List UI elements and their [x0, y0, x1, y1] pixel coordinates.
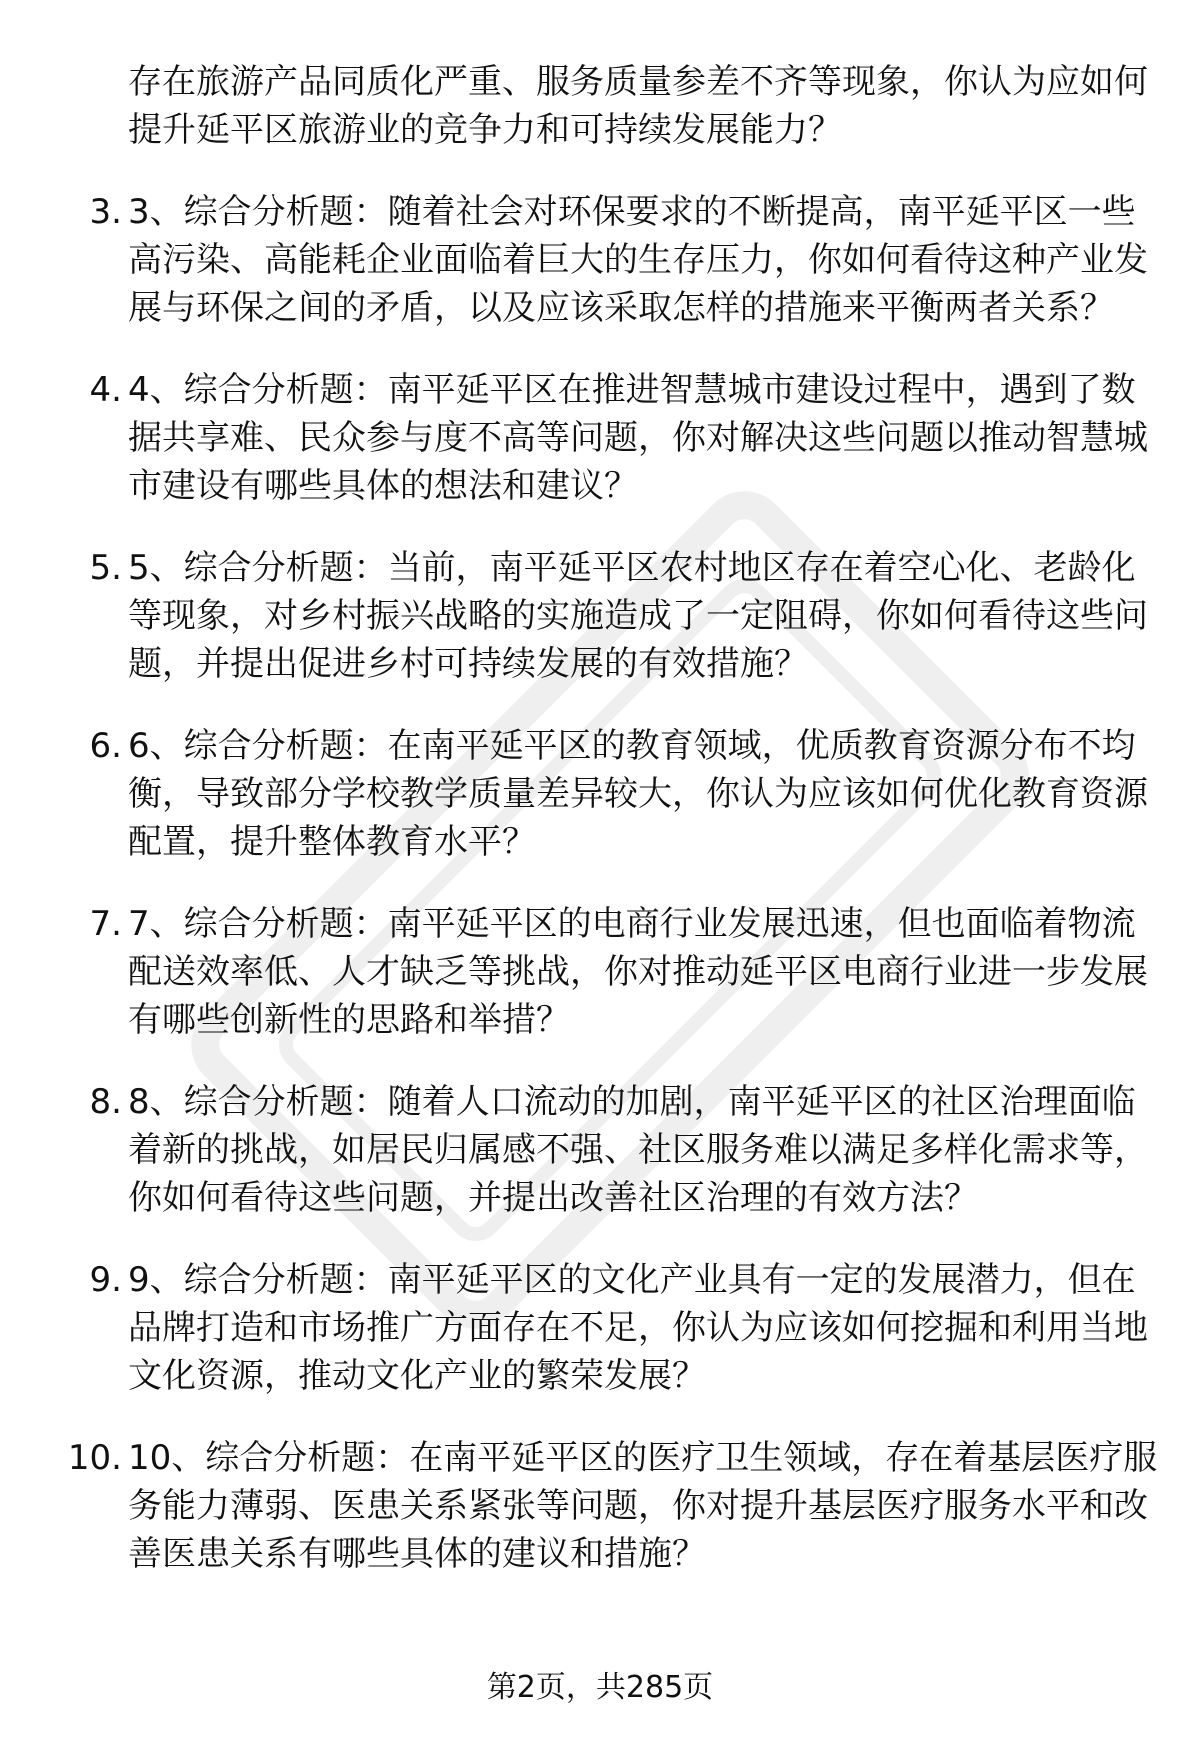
question-number: 9. — [89, 1260, 122, 1300]
question-number: 10. — [67, 1438, 122, 1478]
question-text: 3、综合分析题：随着社会对环保要求的不断提高，南平延平区一些高污染、高能耗企业面临着巨大的生存压力，你如何看待这种产业发展与环保之间的矛盾，以及应该采取怎样的措施来平衡两者关系？ — [128, 192, 1148, 328]
question-list — [0, 58, 1200, 1578]
question-text: 5、综合分析题：当前，南平延平区农村地区存在着空心化、老龄化等现象，对乡村振兴战略的实施造成了一定阻碍，你如何看待这些问题，并提出促进乡村可持续发展的有效措施？ — [128, 548, 1148, 684]
question-number: 5. — [89, 548, 122, 588]
question-text: 6、综合分析题：在南平延平区的教育领域，优质教育资源分布不均衡，导致部分学校教学质量差异较大，你认为应该如何优化教育资源配置，提升整体教育水平？ — [128, 726, 1148, 862]
question-item — [0, 722, 1200, 866]
question-text: 10、综合分析题：在南平延平区的医疗卫生领域，存在着基层医疗服务能力薄弱、医患关系紧张等问题，你对提升基层医疗服务水平和改善医患关系有哪些具体的建议和措施？ — [128, 1438, 1158, 1574]
question-item — [0, 1434, 1200, 1578]
question-number: 4. — [89, 370, 122, 410]
continuation-text: 存在旅游产品同质化严重、服务质量参差不齐等现象，你认为应如何提升延平区旅游业的竞争力和可持续发展能力？ — [128, 62, 1148, 150]
question-item — [0, 188, 1200, 332]
question-number: 6. — [89, 726, 122, 766]
page-footer: 第2页，共285页 — [486, 1670, 714, 1705]
question-text: 7、综合分析题：南平延平区的电商行业发展迅速，但也面临着物流配送效率低、人才缺乏等挑战，你对推动延平区电商行业进一步发展有哪些创新性的思路和举措？ — [128, 904, 1148, 1040]
question-number: 8. — [89, 1082, 122, 1122]
question-text: 4、综合分析题：南平延平区在推进智慧城市建设过程中，遇到了数据共享难、民众参与度不高等问题，你对解决这些问题以推动智慧城市建设有哪些具体的想法和建议？ — [128, 370, 1148, 506]
question-number: 3. — [89, 192, 122, 232]
question-number: 7. — [89, 904, 122, 944]
question-item — [0, 544, 1200, 688]
question-item — [0, 1256, 1200, 1400]
question-item — [0, 366, 1200, 510]
question-item — [0, 900, 1200, 1044]
question-text: 9、综合分析题：南平延平区的文化产业具有一定的发展潜力，但在品牌打造和市场推广方面存在不足，你认为应该如何挖掘和利用当地文化资源，推动文化产业的繁荣发展？ — [128, 1260, 1148, 1396]
question-item — [0, 1078, 1200, 1222]
question-text: 8、综合分析题：随着人口流动的加剧，南平延平区的社区治理面临着新的挑战，如居民归属感不强、社区服务难以满足多样化需求等，你如何看待这些问题，并提出改善社区治理的有效方法？ — [128, 1082, 1148, 1218]
